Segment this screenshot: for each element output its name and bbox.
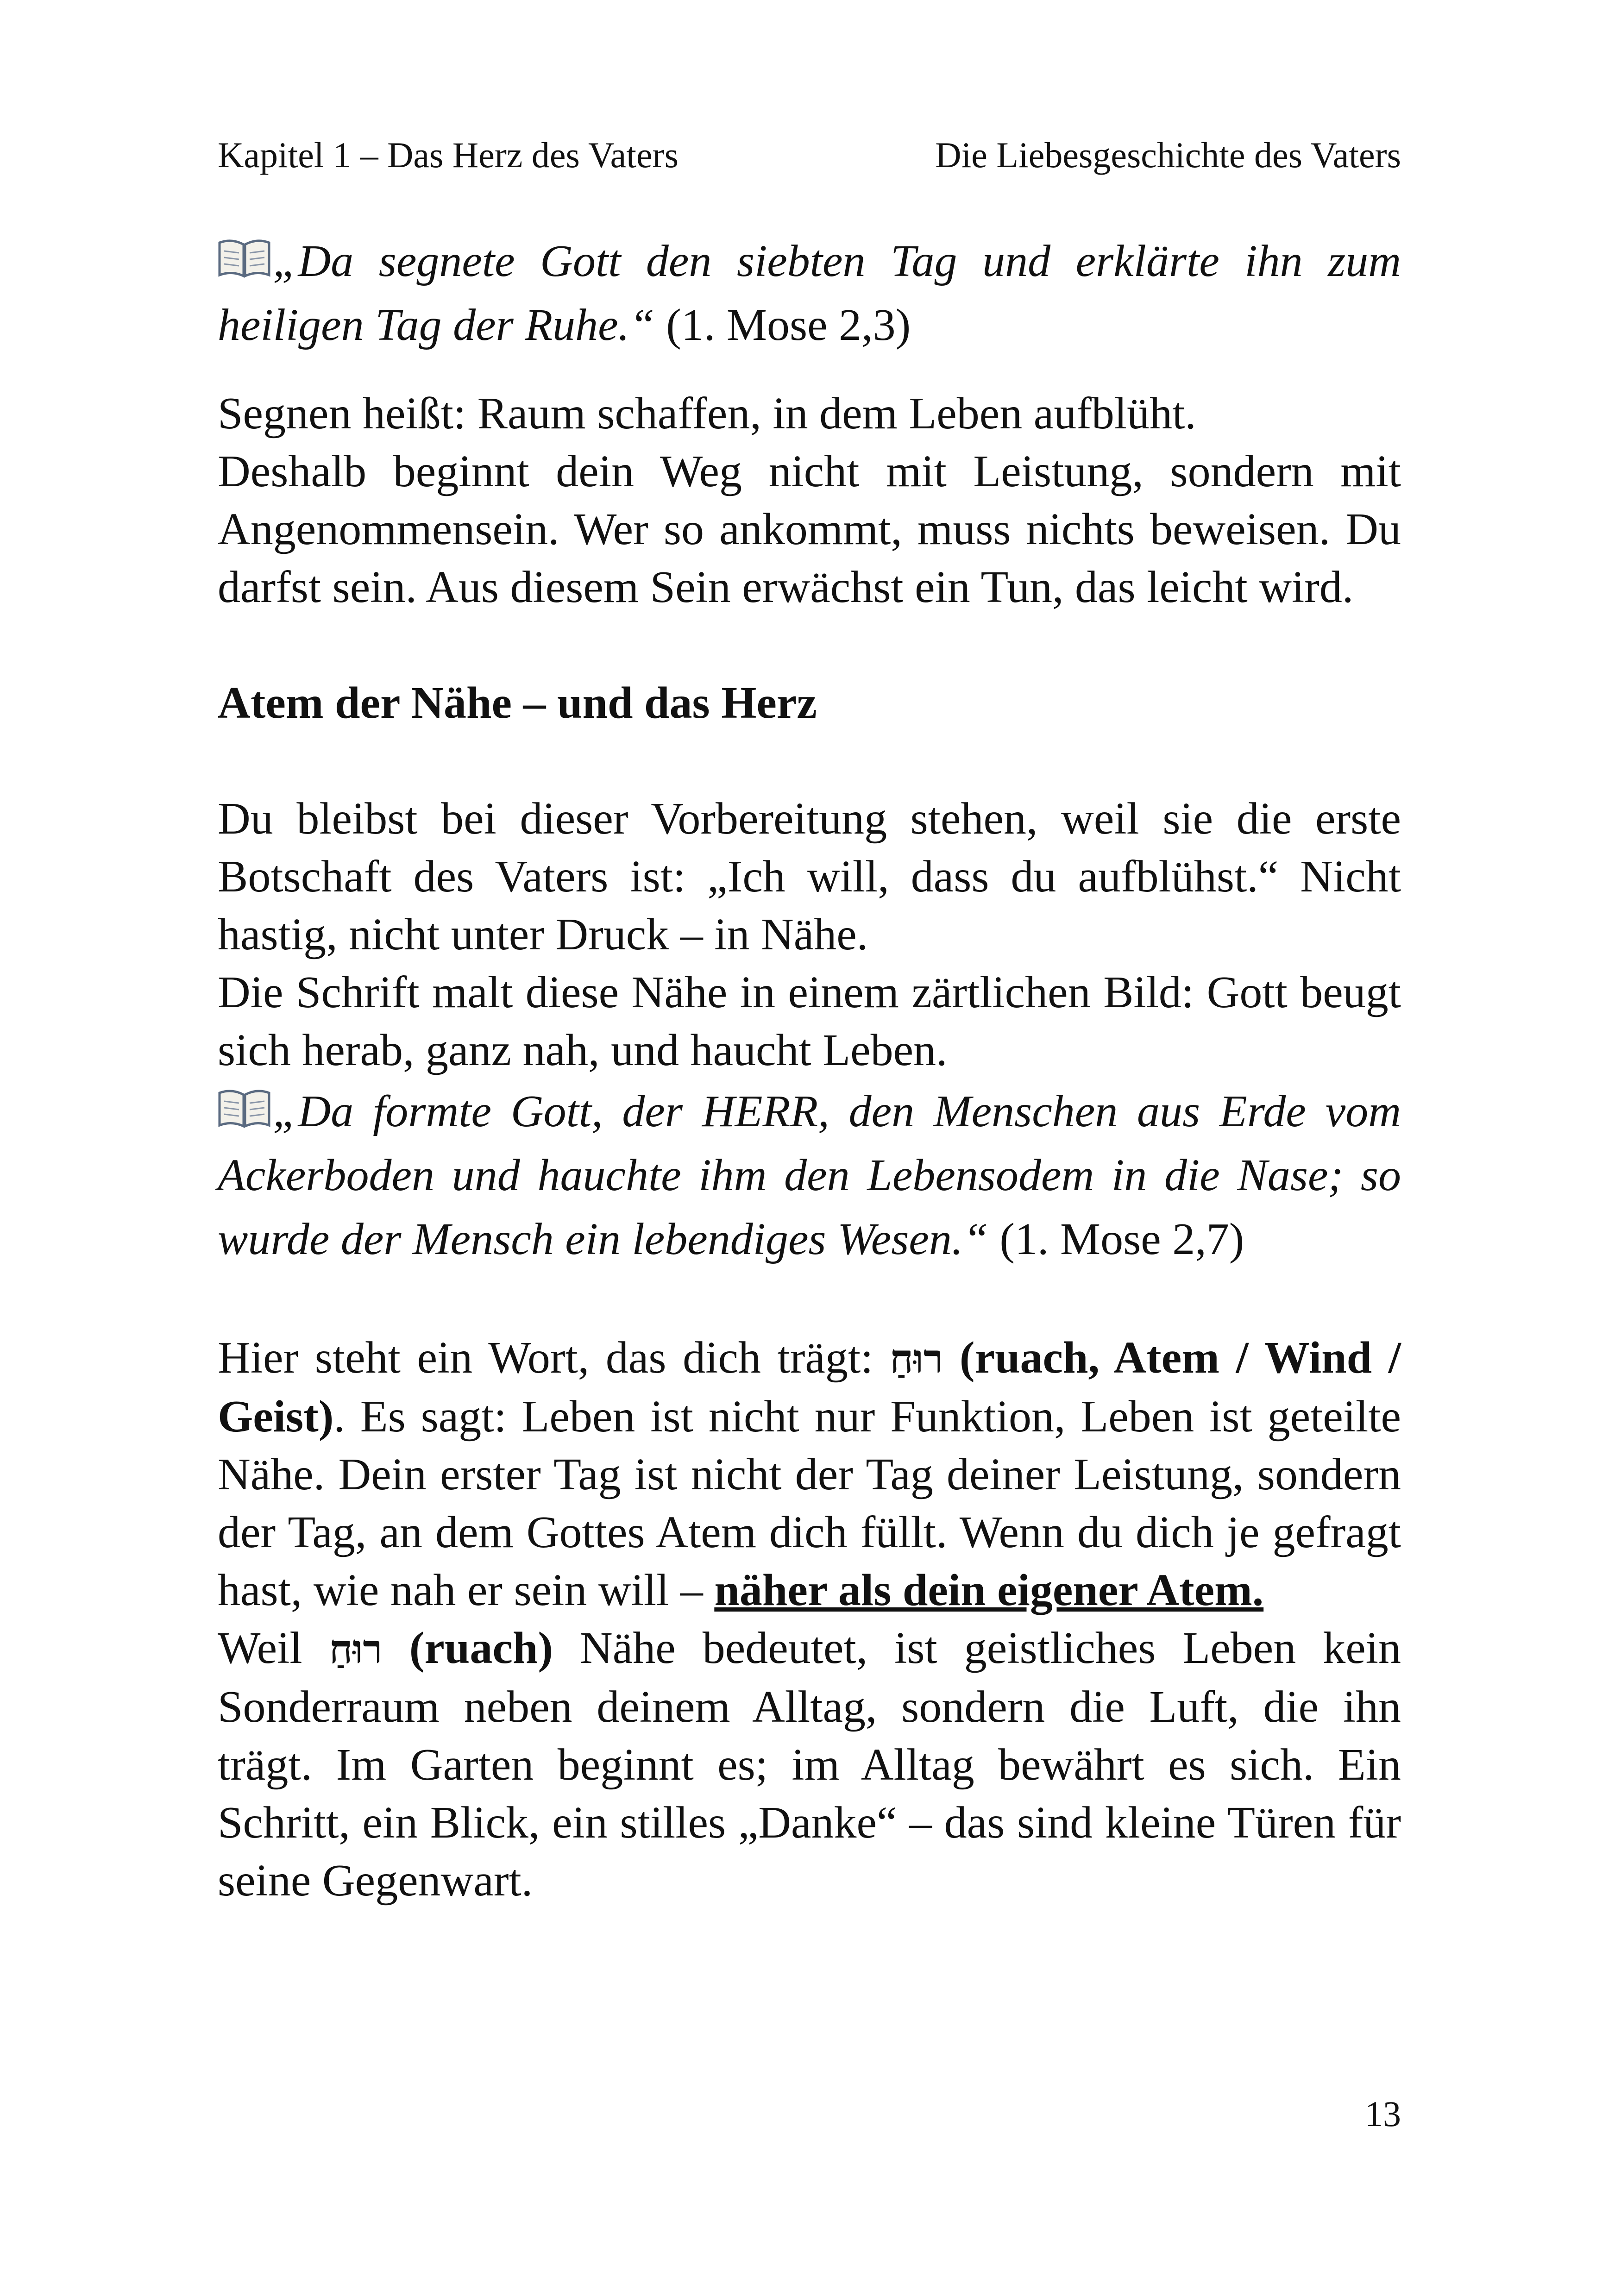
hebrew-word-ruach: רוּחַ [329, 1626, 383, 1673]
quote-reference: (1. Mose 2,7) [988, 1214, 1244, 1264]
paragraph-segnen: Deshalb beginnt dein Weg nicht mit Leistung, sondern mit Angenommensein. Wer so ankommt, muss nichts beweisen. Du darfst sein. Aus diesem Sein erwächst ein Tun, das leicht wird. [218, 446, 1401, 612]
paragraph-ruach-alltag [218, 1619, 1401, 1910]
text-run: Hier steht ein Wort, das dich trägt: [218, 1333, 890, 1383]
hebrew-word-ruach: רוּחַ [890, 1336, 943, 1382]
quote-text: „Da segnete Gott den siebten Tag und erklärte ihn zum heiligen Tag der Ruhe.“ [218, 236, 1401, 350]
emphasis-underlined: näher als dein eigener Atem. [714, 1565, 1264, 1615]
ruach-gloss: (ruach, Atem / Wind / Geist) [218, 1333, 1401, 1442]
header-book-title: Die Liebesgeschichte des Vaters [935, 135, 1401, 175]
scripture-quote-genesis-2-3 [218, 229, 1401, 357]
text-run: . Es sagt: Leben ist nicht nur Funktion, Leben ist geteilte Nähe. Dein erster Tag ist nicht der Tag deiner Leistung, sondern der Tag, an dem Gottes Atem dich füllt. Wenn du dich je gefragt hast, wie nah er sein will – [218, 1392, 1401, 1615]
open-book-icon [218, 232, 271, 274]
paragraph-vorbereitung: Du bleibst bei dieser Vorbereitung stehen, weil sie die erste Botschaft des Vaters ist: „Ich will, dass du aufblühst.“ Nicht hastig, nicht unter Druck – in Nähe. [218, 794, 1401, 960]
quote-text: „Da formte Gott, der HERR, den Menschen aus Erde vom Ackerboden und hauchte ihm den Lebensodem in die Nase; so wurde der Mensch ein lebendiges Wesen.“ [218, 1086, 1401, 1264]
page-number: 13 [1365, 2094, 1401, 2134]
open-book-icon [218, 1082, 271, 1124]
paragraph-ruach-wort [218, 1329, 1401, 1619]
section-heading: Atem der Nähe – und das Herz [218, 678, 817, 728]
quote-reference: (1. Mose 2,3) [654, 300, 911, 350]
page-body [218, 229, 1401, 1910]
text-run: Nähe bedeutet, ist geistliches Leben kein Sonderraum neben deinem Alltag, sondern die Luft, die ihn trägt. Im Garten beginnt es; im Alltag bewährt es sich. Ein Schritt, ein Blick, ein stilles „Danke“ – das sind kleine Türen für seine Gegenwart. [218, 1623, 1401, 1906]
paragraph-schrift-bild: Die Schrift malt diese Nähe in einem zärtlichen Bild: Gott beugt sich herab, ganz nah, und haucht Leben. [218, 967, 1401, 1075]
paragraph-segnen-first-line: Segnen heißt: Raum schaffen, in dem Leben aufblüht. [218, 389, 1196, 439]
header-chapter-title: Kapitel 1 – Das Herz des Vaters [218, 135, 679, 175]
scripture-quote-genesis-2-7 [218, 1079, 1401, 1271]
text-run: Weil [218, 1623, 329, 1673]
ruach-gloss: (ruach) [382, 1623, 553, 1673]
running-header [218, 134, 1401, 185]
